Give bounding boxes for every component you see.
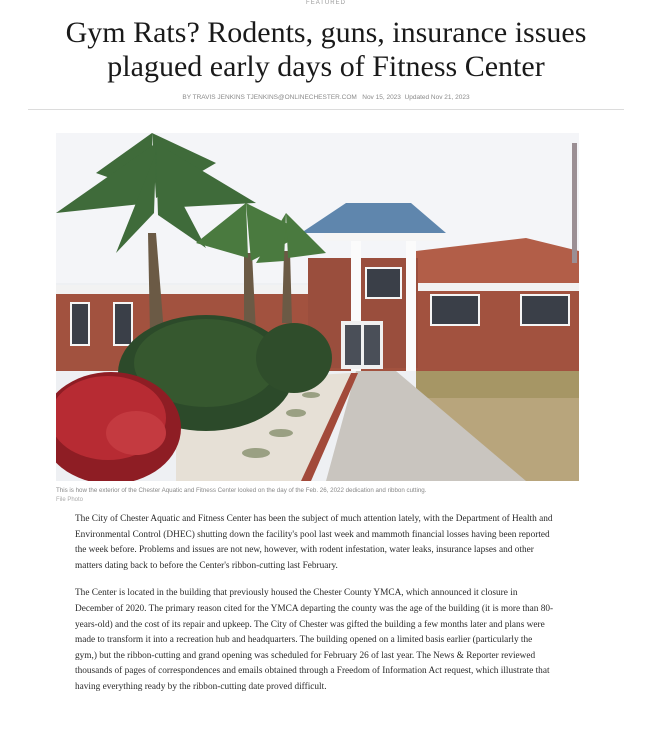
article-paragraph: The City of Chester Aquatic and Fitness Center has been the subject of much attention lately, with the Department of Health and Environmental Control (DHEC) shutting down the facility's pool last week and mammoth financial losses having been reported the week before. Problems and issues are not new, however, with rodent infestation, water leaks, insurance lapses and other matters dating back to before the Center's ribbon-cutting last February.	[75, 514, 553, 571]
section-kicker: FEATURED	[306, 0, 346, 6]
article-headline: Gym Rats? Rodents, guns, insurance issues plagued early days of Fitness Center	[65, 16, 587, 83]
photo-caption: This is how the exterior of the Chester Aquatic and Fitness Center looked on the day of the Feb. 26, 2022 dedication and ribbon cutting.	[56, 487, 427, 494]
header-divider	[28, 109, 624, 110]
photo-credit: File Photo	[56, 497, 84, 503]
article-body	[75, 512, 555, 708]
update-date: Updated Nov 21, 2023	[404, 94, 470, 101]
author-link[interactable]: BY TRAVIS JENKINS TJENKINS@ONLINECHESTER.COM	[182, 94, 357, 101]
article-paragraph: The Center is located in the building that previously housed the Chester County YMCA, which announced it closure in December of 2020. The primary reason cited for the YMCA departing the county was the age of the building (it is more than 80-years-old) and the cost of its repair and upkeep. The City of Chester was gifted the building a few months later and plans were made to transform it into a recreation hub and headquarters. The building opened on a limited basis earlier (particularly the gym,) but the ribbon-cutting and grand opening was scheduled for February 26 of last year. The News & Reporter reviewed thousands of pages of correspondences and emails obtained through a Freedom of Information Act request, which illustrate that having everything ready by the ribbon-cutting date proved difficult.	[75, 588, 554, 692]
article-byline	[0, 93, 652, 102]
publish-date: Nov 15, 2023	[362, 94, 401, 101]
article-photo[interactable]	[56, 133, 579, 481]
